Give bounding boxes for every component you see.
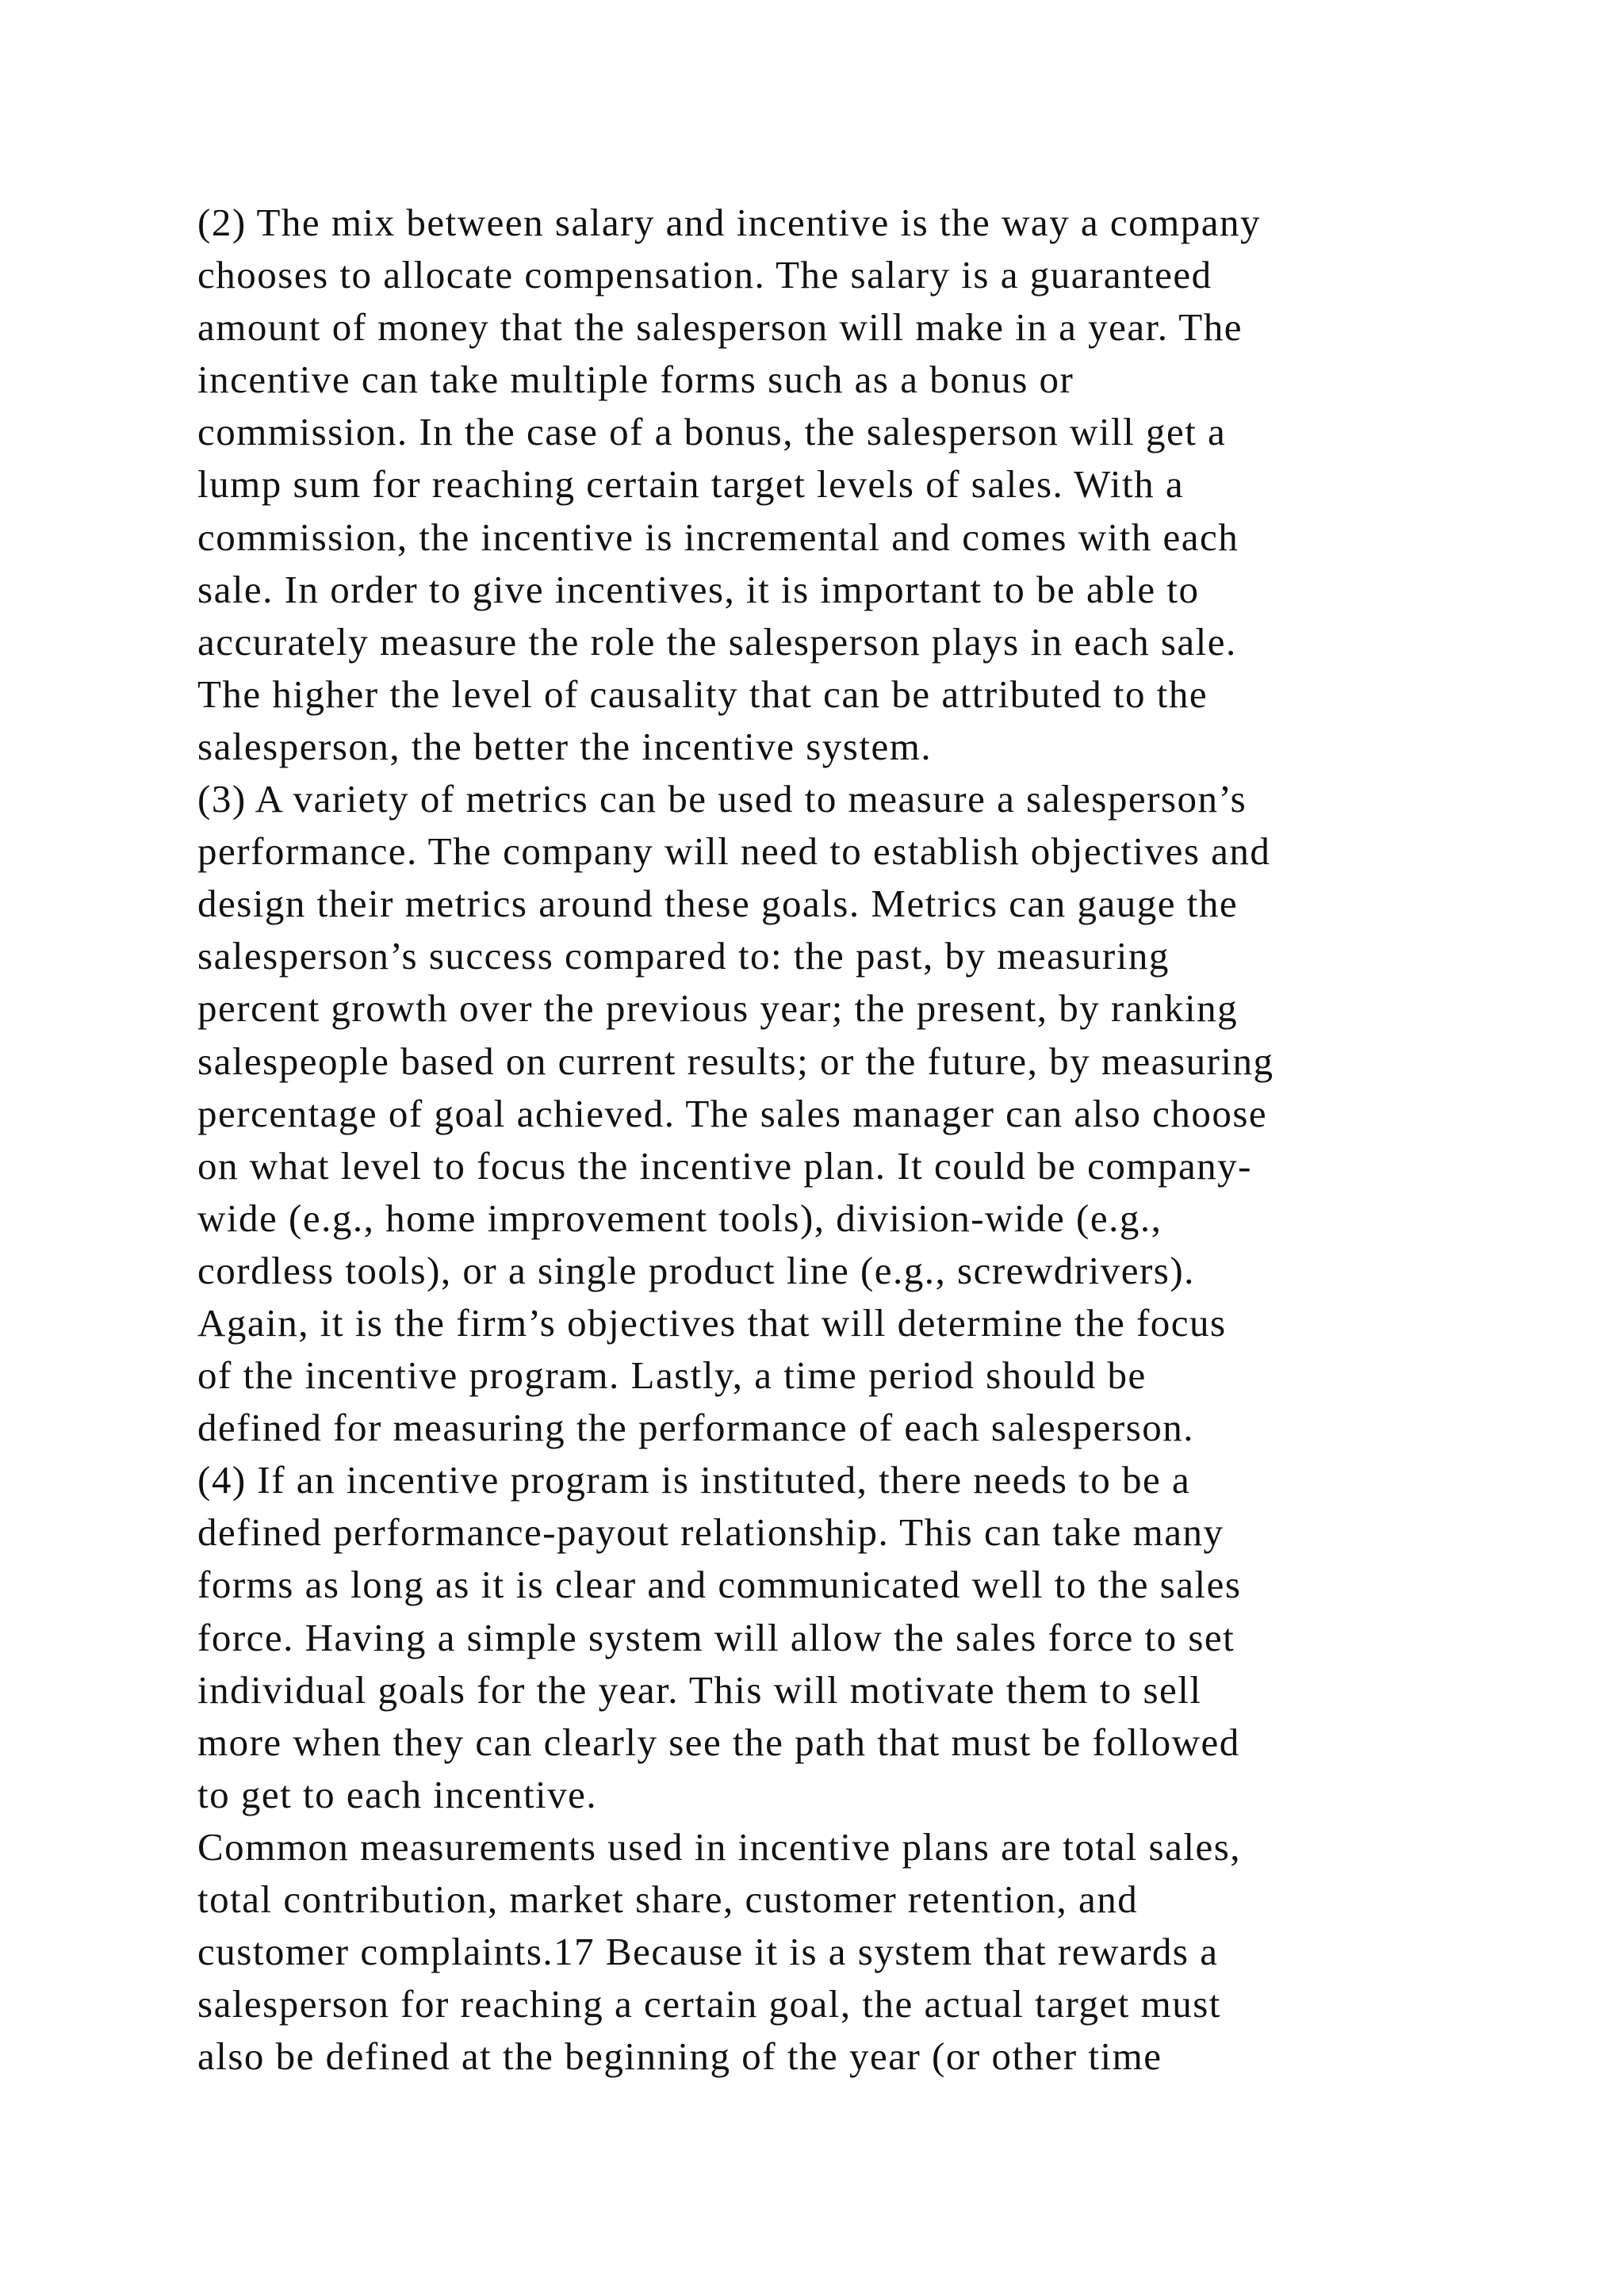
text-line: (2) The mix between salary and incentive is the way a company (197, 201, 1262, 244)
text-line: Common measurements used in incentive plans are total sales, (197, 1824, 1242, 1869)
text-line: cordless tools), or a single product line (e.g., screwdrivers). (197, 1248, 1195, 1292)
text-line: commission, the incentive is incremental and comes with each (197, 515, 1239, 559)
text-line: percentage of goal achieved. The sales manager can also choose (197, 1091, 1268, 1135)
text-line: (4) If an incentive program is instituted, there needs to be a (197, 1458, 1191, 1502)
text-line: forms as long as it is clear and communicated well to the sales (197, 1563, 1242, 1607)
text-line: force. Having a simple system will allow the sales force to set (197, 1615, 1235, 1659)
text-line: performance. The company will need to establish objectives and (197, 829, 1271, 874)
text-line: also be defined at the beginning of the year (or other time (197, 2034, 1162, 2079)
text-line: accurately measure the role the salesperson plays in each sale. (197, 619, 1237, 664)
text-line: chooses to allocate compensation. The salary is a guaranteed (197, 253, 1212, 297)
text-line: incentive can take multiple forms such as a bonus or (197, 358, 1074, 402)
text-line: Again, it is the firm’s objectives that will determine the focus (197, 1300, 1227, 1345)
text-line: sale. In order to give incentives, it is important to be able to (197, 567, 1200, 611)
text-line: defined performance-payout relationship. This can take many (197, 1510, 1224, 1555)
text-line: amount of money that the salesperson will make in a year. The (197, 305, 1243, 350)
text-line: salesperson for reaching a certain goal, the actual target must (197, 1982, 1221, 2026)
text-line: individual goals for the year. This will motivate them to sell (197, 1667, 1202, 1712)
text-line: The higher the level of causality that can be attributed to the (197, 672, 1208, 716)
text-line: salespeople based on current results; or the future, by measuring (197, 1039, 1274, 1083)
text-line: salesperson’s success compared to: the past, by measuring (197, 934, 1170, 978)
text-line: more when they can clearly see the path that must be followed (197, 1720, 1240, 1764)
text-line: percent growth over the previous year; the present, by ranking (197, 986, 1239, 1031)
text-line: wide (e.g., home improvement tools), division-wide (e.g., (197, 1196, 1162, 1240)
text-line: design their metrics around these goals. Metrics can gauge the (197, 882, 1239, 926)
text-line: commission. In the case of a bonus, the salesperson will get a (197, 410, 1227, 454)
text-line: salesperson, the better the incentive system. (197, 724, 933, 768)
text-line: total contribution, market share, customer retention, and (197, 1877, 1139, 1921)
text-line: on what level to focus the incentive plan. It could be company- (197, 1143, 1253, 1188)
text-line: customer complaints.17 Because it is a system that rewards a (197, 1930, 1219, 1974)
text-line: defined for measuring the performance of each salesperson. (197, 1406, 1195, 1450)
text-line: to get to each incentive. (197, 1772, 598, 1816)
text-line: lump sum for reaching certain target levels of sales. With a (197, 462, 1185, 507)
text-line: of the incentive program. Lastly, a time period should be (197, 1353, 1147, 1398)
body-text (197, 197, 1545, 2083)
text-line: (3) A variety of metrics can be used to measure a salesperson’s (197, 777, 1247, 821)
